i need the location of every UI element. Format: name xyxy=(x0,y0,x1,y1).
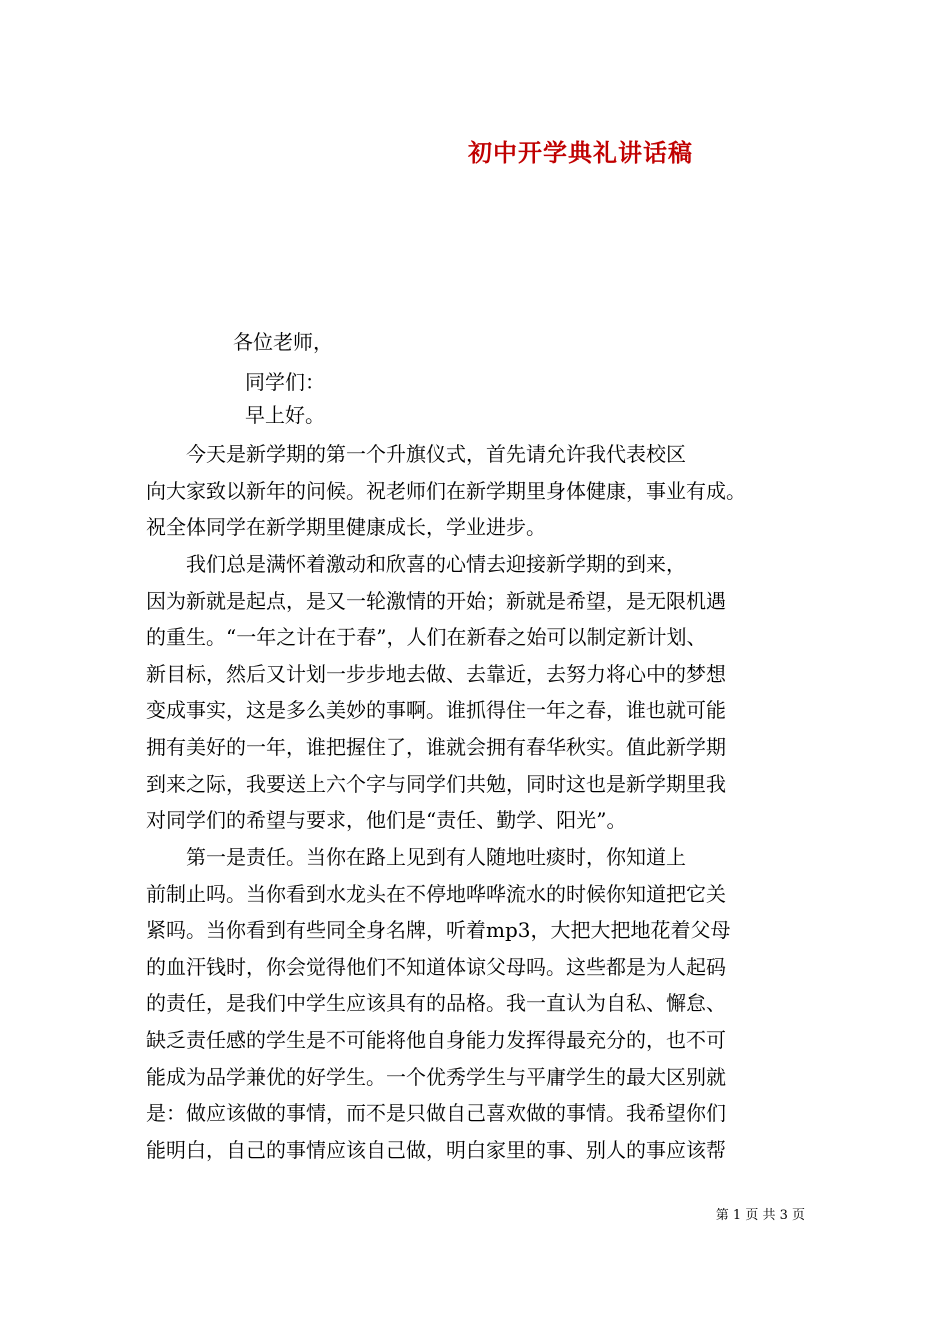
salutation-teachers: 各位老师， xyxy=(233,330,333,354)
text-line: 能成为品学兼优的好学生。一个优秀学生与平庸学生的最大区别就 xyxy=(146,1064,726,1089)
text-line: 变成事实，这是多么美妙的事啊。谁抓得住一年之春，谁也就可能 xyxy=(146,698,726,723)
text-line: 祝全体同学在新学期里健康成长，学业进步。 xyxy=(146,515,546,540)
paragraph-1 xyxy=(146,436,806,546)
text-line: 的责任，是我们中学生应该具有的品格。我一直认为自私、懈怠、 xyxy=(146,991,726,1016)
text-line: 的重生。“一年之计在于春”，人们在新春之始可以制定新计划、 xyxy=(146,625,707,650)
text-line: 前制止吗。当你看到水龙头在不停地哗哗流水的时候你知道把它关 xyxy=(146,881,726,906)
text-line: 第一是责任。当你在路上见到有人随地吐痰时，你知道上 xyxy=(146,845,686,869)
text-line: 向大家致以新年的问候。祝老师们在新学期里身体健康，事业有成。 xyxy=(146,478,746,503)
text-line: 我们总是满怀着激动和欣喜的心情去迎接新学期的到来， xyxy=(146,552,686,576)
paragraph-2 xyxy=(146,546,806,839)
document-title: 初中开学典礼讲话稿 xyxy=(468,138,693,167)
text-line: 缺乏责任感的学生是不可能将他自身能力发挥得最充分的，也不可 xyxy=(146,1027,726,1052)
text-line: 因为新就是起点，是又一轮激情的开始；新就是希望，是无限机遇 xyxy=(146,588,726,613)
salutation-students: 同学们： xyxy=(245,370,325,394)
text-line: 的血汗钱时，你会觉得他们不知道体谅父母吗。这些都是为人起码 xyxy=(146,954,726,979)
text-line: 拥有美好的一年，谁把握住了，谁就会拥有春华秋实。值此新学期 xyxy=(146,734,726,759)
text-line: 新目标，然后又计划一步步地去做、去靠近，去努力将心中的梦想 xyxy=(146,661,726,686)
text-line: 到来之际，我要送上六个字与同学们共勉，同时这也是新学期里我 xyxy=(146,771,726,796)
page-number: 第 1 页 共 3 页 xyxy=(715,1208,805,1223)
text-line: 紧吗。当你看到有些同全身名牌，听着mp3，大把大把地花着父母 xyxy=(146,918,731,943)
paragraph-3 xyxy=(146,839,806,1168)
salutation-morning: 早上好。 xyxy=(245,403,325,427)
text-line: 对同学们的希望与要求，他们是“责任、勤学、阳光”。 xyxy=(146,808,627,833)
text-line: 能明白，自己的事情应该自己做，明白家里的事、别人的事应该帮 xyxy=(146,1137,726,1162)
text-line: 是：做应该做的事情，而不是只做自己喜欢做的事情。我希望你们 xyxy=(146,1101,726,1126)
text-line: 今天是新学期的第一个升旗仪式，首先请允许我代表校区 xyxy=(146,442,686,466)
